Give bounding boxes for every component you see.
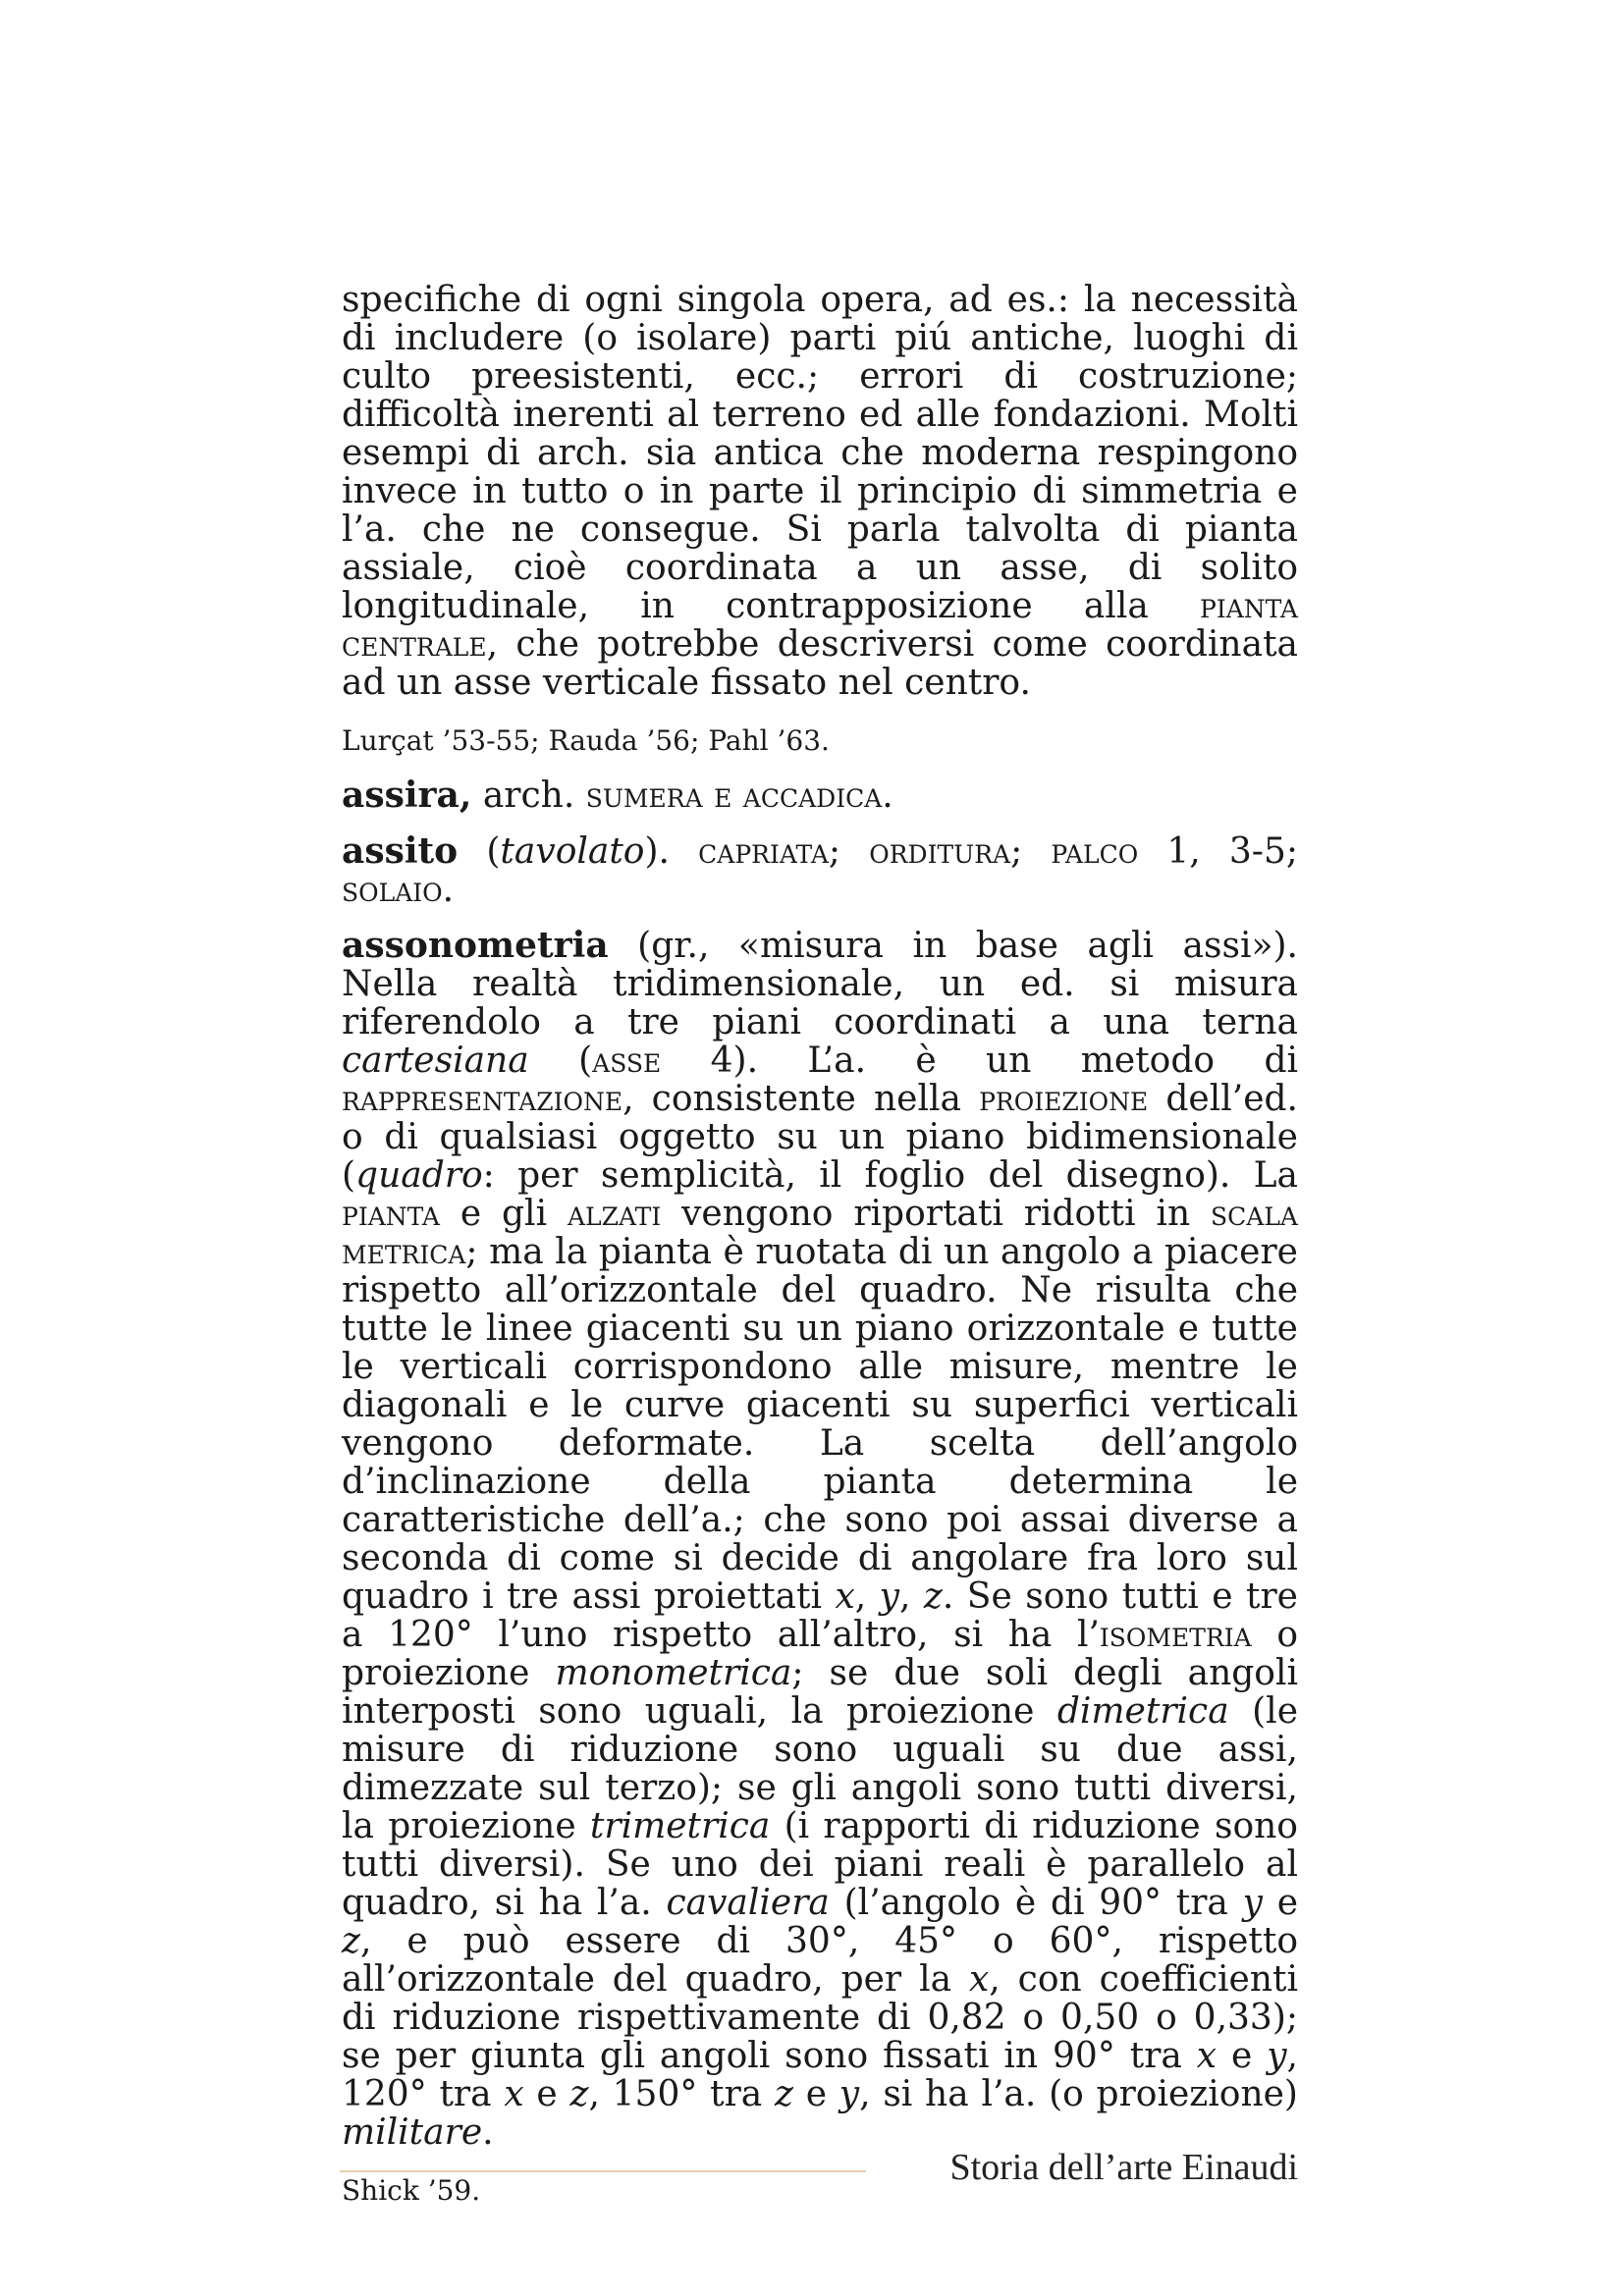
italic-term: x	[968, 1959, 990, 2000]
text-run: arch.	[471, 775, 586, 816]
italic-term: dimetrica	[1056, 1691, 1229, 1732]
text-run: ,	[899, 1576, 924, 1617]
text-run: o proiezione	[342, 1615, 1298, 1693]
italic-term: y	[1242, 1883, 1263, 1923]
entry-text	[342, 776, 1298, 815]
cross-reference: rappresentazione	[342, 1079, 623, 1119]
text-run: vengono riportati ridotti in	[661, 1194, 1212, 1234]
text-run: e gli	[440, 1194, 568, 1234]
headword: assira,	[342, 774, 472, 816]
text-run: (le misure di riduzione sono uguali su due assi, dimezzate sul terzo); se gli angoli sono tutti diversi, la proiezione	[342, 1691, 1299, 1846]
publication-title: Storia dell’arte Einaudi	[949, 2147, 1298, 2188]
text-run: , che potrebbe descriversi come coordinata ad un asse verticale fissato nel centro.	[342, 624, 1298, 703]
text-run: , consistente nella	[622, 1079, 980, 1119]
italic-term: y	[1267, 2036, 1287, 2076]
headword: assonometria	[342, 925, 609, 966]
cross-reference: asse	[592, 1041, 662, 1081]
text-run: , si ha l’a. (o proiezione)	[859, 2074, 1298, 2114]
bibliography-refs: Shick ’59.	[342, 2174, 481, 2207]
text-run: . Se sono tutti e tre a 120° l’uno rispetto all’altro, si ha l’	[342, 1576, 1298, 1655]
italic-term: z	[569, 2074, 589, 2114]
italic-term: trimetrica	[589, 1806, 771, 1846]
text-run: (	[528, 1041, 593, 1081]
cross-reference: sumera e accadica.	[585, 775, 893, 816]
cross-reference: isometria	[1099, 1615, 1252, 1655]
text-run: e	[523, 2074, 570, 2114]
text-run: e	[792, 2074, 839, 2114]
text-run: (	[458, 831, 501, 872]
text-run: e	[1217, 2036, 1268, 2076]
entry-assira	[342, 776, 1298, 815]
text-run: ,	[854, 1576, 880, 1617]
bibliography-refs: Lurçat ’53-55; Rauda ’56; Pahl ’63.	[342, 724, 830, 757]
text-run: dell’ed. o di qualsiasi oggetto su un piano bidimensionale (	[342, 1079, 1298, 1196]
page-body	[342, 281, 1298, 2209]
footer-rule	[340, 2170, 866, 2172]
text-run: 4). L’a. è un metodo di	[661, 1041, 1298, 1081]
text-run: , con coefficienti di riduzione rispettivamente di 0,82 o 0,50 o 0,33); se per giunta gli angoli sono fissati in 90° tra	[342, 1959, 1298, 2076]
entry-assito	[342, 832, 1298, 909]
cross-reference: pianta centrale	[342, 586, 1298, 665]
entry-assonometria	[342, 927, 1298, 2209]
italic-term: x	[1196, 2036, 1217, 2076]
italic-term: y	[879, 1576, 900, 1617]
italic-term: z	[342, 1921, 360, 1961]
entry-continuation	[342, 281, 1298, 759]
italic-term: z	[775, 2074, 793, 2114]
text-run: , 120° tra	[342, 2036, 1298, 2114]
text-run: : per semplicità, il foglio del disegno). La	[482, 1155, 1298, 1196]
text-run: (i rapporti di riduzione sono tutti diversi). Se uno dei piani reali è parallelo al quadro, si ha l’a.	[342, 1806, 1298, 1923]
italic-term: x	[504, 2074, 524, 2114]
italic-term: cartesiana	[342, 1041, 529, 1081]
cross-reference: alzati	[567, 1194, 662, 1234]
text-run: ; ma la pianta è ruotata di un angolo a piacere rispetto all’orizzontale del quadro. Ne risulta che tutte le linee giacenti su un piano orizzontale e tutte le verticali corrispondono alle misure, mentre le diagonali e le curve giacenti su superfici verticali vengono deformate. La scelta dell’angolo d’inclinazione della pianta determina le caratteristiche dell’a.; che sono poi assai diverse a seconda di come si decide di angolare fra loro sul quadro i tre assi proiettati	[342, 1232, 1298, 1617]
cross-reference: scala metrica	[342, 1194, 1298, 1272]
text-run: e	[1262, 1883, 1298, 1923]
cross-reference: capriata; orditura; palco 1, 3-5; solaio.	[342, 831, 1298, 910]
text-run: , 150° tra	[588, 2074, 775, 2114]
text-run: ).	[644, 831, 699, 872]
italic-term: quadro	[355, 1155, 483, 1196]
text-run: (gr., «misura in base agli assi»). Nella realtà tridimensionale, un ed. si misura riferendolo a tre piani coordinati a una terna	[342, 926, 1298, 1042]
italic-term: z	[923, 1576, 943, 1617]
cross-reference: proiezione	[979, 1079, 1149, 1119]
entry-text	[342, 281, 1298, 702]
gloss: tavolato	[500, 831, 645, 872]
cross-reference: pianta	[342, 1194, 440, 1234]
text-run: .	[482, 2112, 494, 2153]
italic-term: y	[839, 2074, 860, 2114]
headword: assito	[342, 830, 459, 872]
text-run: specifiche di ogni singola opera, ad es.: la necessità di includere (o isolare) parti piú antiche, luoghi di culto preesistenti, ecc.; errori di costruzione; difficoltà inerenti al terreno ed alle fondazioni. Molti esempi di arch. sia antica che moderna respingono invece in tutto o in parte il principio di simmetria e l’a. che ne consegue. Si parla talvolta di pianta assiale, cioè coordinata a un asse, di solito longitudinale, in contrapposizione alla	[342, 280, 1298, 626]
italic-term: cavaliera	[666, 1883, 830, 1923]
text-run: , e può essere di 30°, 45° o 60°, rispetto all’orizzontale del quadro, per la	[342, 1921, 1298, 2000]
italic-term: monometrica	[555, 1653, 792, 1693]
entry-text	[342, 927, 1298, 2152]
text-run: ; se due soli degli angoli interposti sono uguali, la proiezione	[342, 1653, 1298, 1732]
text-run: (l’angolo è di 90° tra	[829, 1883, 1243, 1923]
page-footer	[340, 2143, 1298, 2192]
italic-term: x	[835, 1576, 855, 1617]
entry-text	[342, 832, 1298, 909]
italic-term: militare	[342, 2112, 483, 2153]
